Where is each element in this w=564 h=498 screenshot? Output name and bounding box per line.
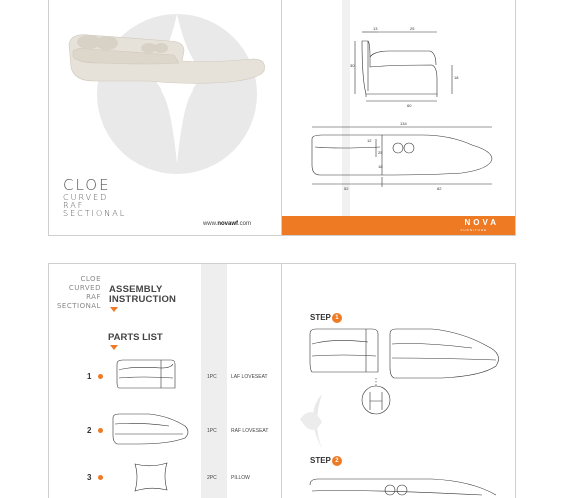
cover-title-main: CLOE bbox=[63, 176, 111, 194]
url-suffix: .com bbox=[237, 221, 251, 227]
parts-heading: PARTS LIST bbox=[108, 332, 163, 343]
url-prefix: www. bbox=[202, 221, 218, 227]
step-2-text: STEP bbox=[310, 456, 331, 466]
bullet-icon bbox=[98, 475, 103, 480]
dimensions-page bbox=[281, 0, 516, 236]
assembly-heading-1: ASSEMBLY bbox=[109, 284, 163, 295]
assembly-heading bbox=[109, 285, 176, 305]
side-title-1: CLOE bbox=[80, 275, 101, 283]
part-number: 3 bbox=[87, 473, 92, 482]
dim-side-1: 13 bbox=[373, 26, 378, 31]
part-qty: 1PC bbox=[207, 428, 217, 434]
nova-logo-sub: FURNITURE bbox=[460, 228, 487, 232]
dim-top-3: 25 bbox=[378, 150, 383, 155]
step-2-label bbox=[310, 456, 342, 466]
nova-logo: NOVA bbox=[464, 218, 499, 227]
grey-strip bbox=[201, 264, 227, 498]
cover-subtitle-1: CURVED bbox=[63, 193, 109, 202]
side-title-2: CURVED bbox=[68, 284, 101, 292]
cover-subtitle-2: RAF bbox=[63, 201, 85, 210]
side-title bbox=[51, 275, 101, 311]
pillow-drawing bbox=[131, 460, 171, 494]
dim-top-2: 12 bbox=[367, 138, 372, 143]
laf-loveseat-drawing bbox=[111, 356, 181, 396]
side-title-3: RAF bbox=[86, 293, 101, 301]
step-1-number: 1 bbox=[332, 313, 342, 323]
part-qty: 1PC bbox=[207, 374, 217, 380]
parts-arrow-icon bbox=[110, 345, 118, 350]
part-number: 2 bbox=[87, 426, 92, 435]
step-2-number: 2 bbox=[332, 456, 342, 466]
bullet-icon bbox=[98, 428, 103, 433]
cover-page bbox=[48, 0, 282, 236]
raf-loveseat-drawing bbox=[109, 410, 193, 450]
dim-side-3: 30 bbox=[350, 63, 355, 68]
side-view-drawing bbox=[282, 0, 516, 119]
dim-top-6: 82 bbox=[437, 186, 442, 191]
footer-bar bbox=[282, 216, 516, 235]
steps-page bbox=[281, 263, 516, 498]
step-1-text: STEP bbox=[310, 313, 331, 323]
instruction-page bbox=[48, 263, 282, 498]
heading-arrow-icon bbox=[110, 307, 118, 312]
step-2-drawing bbox=[282, 469, 516, 498]
part-name: PILLOW bbox=[231, 475, 250, 481]
url-brand: novawf bbox=[217, 221, 238, 227]
dim-side-5: 60 bbox=[407, 103, 412, 108]
cover-title bbox=[63, 175, 126, 218]
dim-top-1: 134 bbox=[400, 121, 407, 126]
part-number: 1 bbox=[87, 372, 92, 381]
bullet-icon bbox=[98, 374, 103, 379]
assembly-heading-2: INSTRUCTION bbox=[109, 294, 177, 305]
website-url[interactable] bbox=[203, 221, 251, 227]
part-qty: 2PC bbox=[207, 475, 217, 481]
dim-top-4: 18 bbox=[378, 164, 383, 169]
step-1-drawing bbox=[282, 322, 516, 432]
cover-subtitle-3: SECTIONAL bbox=[63, 209, 127, 218]
side-title-4: SECTIONAL bbox=[56, 302, 101, 310]
dim-side-2: 25 bbox=[410, 26, 415, 31]
dim-side-4: 18 bbox=[454, 75, 459, 80]
dim-top-5: 52 bbox=[344, 186, 349, 191]
part-name: LAF LOVESEAT bbox=[231, 374, 268, 380]
part-name: RAF LOVESEAT bbox=[231, 428, 269, 434]
